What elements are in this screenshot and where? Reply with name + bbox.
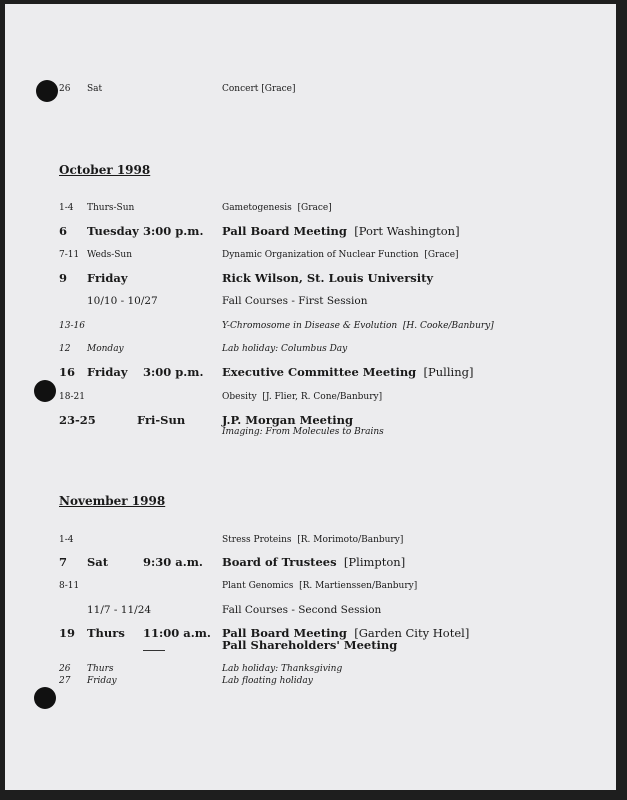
entry-location: [R. Martienssen/Banbury]: [293, 581, 418, 591]
october-entry: [0, 389, 627, 405]
november-heading: November 1998: [59, 494, 166, 508]
entry-date: 18-21: [59, 392, 85, 402]
entry-event: Board of Trustees [Plimpton]: [222, 555, 406, 569]
entry-day: Sat: [87, 84, 103, 94]
entry-location: [Port Washington]: [346, 224, 460, 238]
entry-date: 13-16: [59, 321, 85, 331]
entry-location: [R. Morimoto/Banbury]: [291, 535, 404, 545]
entry-date: 19: [59, 626, 76, 640]
entry-location: [H. Cooke/Banbury]: [397, 321, 494, 331]
entry-date: 16: [59, 365, 76, 379]
entry-time: 3:00 p.m.: [143, 365, 204, 379]
entry-subtitle: Imaging: From Molecules to Brains: [222, 427, 384, 437]
entry-date: 26: [59, 84, 71, 94]
october-entry: [0, 293, 627, 309]
entry-location: [Pulling]: [416, 365, 474, 379]
entry-event: J.P. Morgan Meeting: [222, 413, 354, 427]
november-entry: [0, 578, 627, 594]
entry-event: Plant Genomics [R. Martienssen/Banbury]: [222, 581, 418, 591]
entry-date: 1-4: [59, 535, 74, 545]
entry-location: [J. Flier, R. Cone/Banbury]: [256, 392, 383, 402]
entry-event: Lab floating holiday: [222, 676, 313, 686]
entry-date: 9: [59, 271, 68, 285]
november-entry: [0, 554, 627, 570]
november-entry: [0, 673, 627, 689]
entry-date: 8-11: [59, 581, 80, 591]
entry-event: Executive Committee Meeting [Pulling]: [222, 365, 474, 379]
entry-day: Weds-Sun: [87, 250, 133, 260]
november-entry: [0, 625, 627, 652]
entry-event: Dynamic Organization of Nuclear Function [Grace]: [222, 250, 459, 260]
entry-day: 11/7 - 11/24: [87, 604, 152, 616]
october-entry: [0, 412, 627, 437]
entry-day: 10/10 - 10/27: [87, 295, 158, 307]
entry-time: Fri-Sun: [137, 413, 186, 427]
october-entry: [0, 270, 627, 286]
entry-event: Obesity [J. Flier, R. Cone/Banbury]: [222, 392, 383, 402]
november-entry: [0, 532, 627, 548]
entry-event: Pall Board Meeting [Garden City Hotel]: [222, 626, 470, 640]
entry-date: 27: [59, 676, 71, 686]
entry-location: [Garden City Hotel]: [346, 626, 470, 640]
entry-date: 7-11: [59, 250, 80, 260]
punch-hole: [34, 687, 56, 709]
entry-event: Pall Board Meeting [Port Washington]: [222, 224, 460, 238]
entry-date: 1-4: [59, 203, 74, 213]
entry-time: 3:00 p.m.: [143, 224, 204, 238]
october-entry: [0, 341, 627, 357]
entry-day: Friday: [87, 271, 128, 285]
october-entry: [0, 318, 627, 334]
entry-date: 26: [59, 664, 71, 674]
entry-time: 9:30 a.m.: [143, 555, 203, 569]
entry-day: Thurs-Sun: [87, 203, 135, 213]
entry-day: Thurs: [87, 664, 114, 674]
entry-event: Gametogenesis [Grace]: [222, 203, 332, 213]
entry-day: Friday: [87, 676, 117, 686]
entry-event: Lab holiday: Columbus Day: [222, 344, 348, 354]
entry-day: Friday: [87, 365, 128, 379]
entry-date: 7: [59, 555, 68, 569]
entry-location: [Plimpton]: [336, 555, 406, 569]
entry-location: [Grace]: [291, 203, 332, 213]
entry-date: 6: [59, 224, 68, 238]
entry-location: [Grace]: [418, 250, 459, 260]
entry-time: 11:00 a.m.: [143, 626, 211, 640]
november-entry: [0, 602, 627, 618]
october-entry: [0, 247, 627, 263]
entry-day: Monday: [87, 344, 124, 354]
october-entry: [0, 223, 627, 239]
entry-date: 12: [59, 344, 71, 354]
october-entry: [0, 200, 627, 216]
entry-day: Sat: [87, 555, 109, 569]
entry-date: 23-25: [59, 413, 96, 427]
entry-event: Y-Chromosome in Disease & Evolution [H. Cooke/Banbury]: [222, 321, 494, 331]
entry-event: Fall Courses - Second Session: [222, 604, 382, 616]
entry-day: Tuesday: [87, 224, 139, 238]
entry-event: Concert [Grace]: [222, 84, 296, 94]
entry-event: Lab holiday: Thanksgiving: [222, 664, 343, 674]
entry-day: Thurs: [87, 626, 125, 640]
october-heading: October 1998: [59, 163, 151, 177]
october-entry: [0, 364, 627, 380]
entry-second-event: Pall Shareholders' Meeting: [222, 638, 398, 652]
entry-event: Rick Wilson, St. Louis University: [222, 271, 434, 285]
calendar-entry: [0, 81, 627, 97]
entry-event: Fall Courses - First Session: [222, 295, 368, 307]
separator-dash: [143, 650, 165, 651]
entry-event: Stress Proteins [R. Morimoto/Banbury]: [222, 535, 404, 545]
